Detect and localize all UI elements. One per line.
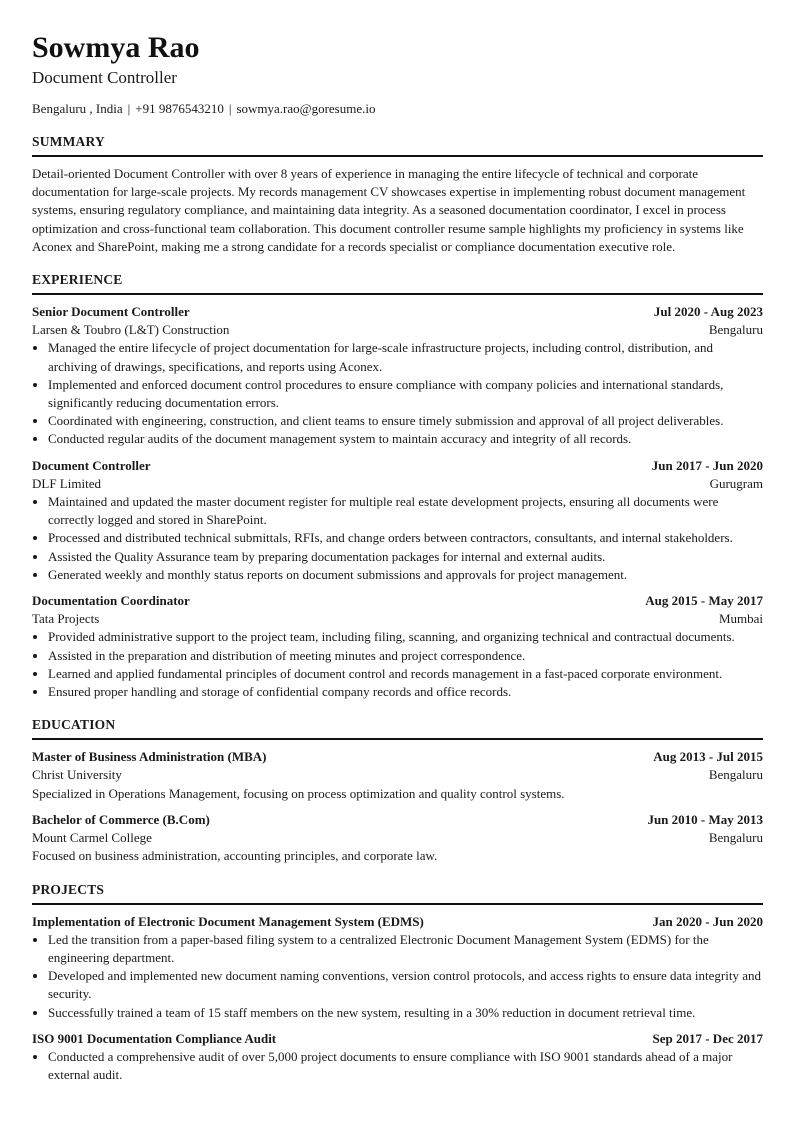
experience-entry xyxy=(32,592,763,701)
contact-email[interactable]: sowmya.rao@goresume.io xyxy=(236,101,376,116)
bullet-list xyxy=(32,1048,763,1084)
school-location: Bengaluru xyxy=(708,767,763,783)
school-name: Christ University xyxy=(32,767,122,783)
degree-title: Bachelor of Commerce (B.Com) xyxy=(32,811,210,827)
contact-location: Bengaluru , India xyxy=(32,101,123,116)
resume-header xyxy=(32,30,763,118)
job-dates: Aug 2015 - May 2017 xyxy=(645,593,763,609)
school-location: Bengaluru xyxy=(708,830,763,846)
section-title: EXPERIENCE xyxy=(32,271,763,295)
company-name: DLF Limited xyxy=(32,475,101,491)
job-title: Document Controller xyxy=(32,457,151,473)
job-location: Bengaluru xyxy=(708,322,763,338)
bullet-item: • Led the transition from a paper-based filing system to a centralized Electronic Document Management System (EDMS) for the engineering department. xyxy=(48,931,763,967)
experience-entry xyxy=(32,303,763,449)
bullet-item: • Conducted a comprehensive audit of over 5,000 project documents to ensure compliance with ISO 9001 standards ahead of a major external audit. xyxy=(48,1048,763,1084)
bullet-item: • Maintained and updated the master document register for multiple real estate development projects, ensuring all documents were correctly logged and stored in SharePoint. xyxy=(48,493,763,529)
bullet-item: • Successfully trained a team of 15 staff members on the new system, resulting in a 30% reduction in document retrieval time. xyxy=(48,1004,763,1022)
section-title: EDUCATION xyxy=(32,716,763,740)
contact-separator: | xyxy=(127,101,131,116)
summary-section xyxy=(32,133,763,256)
bullet-list xyxy=(32,628,763,701)
education-entry xyxy=(32,811,763,866)
education-dates: Aug 2013 - Jul 2015 xyxy=(653,749,763,765)
contact-line xyxy=(32,100,763,118)
company-name: Larsen & Toubro (L&T) Construction xyxy=(32,322,230,338)
section-title: PROJECTS xyxy=(32,881,763,905)
candidate-role: Document Controller xyxy=(32,68,177,87)
bullet-item: • Managed the entire lifecycle of project documentation for large-scale infrastructure projects, including control, distribution, and archiving of drawings, specifications, and reports using Aconex. xyxy=(48,339,763,375)
school-name: Mount Carmel College xyxy=(32,830,152,846)
bullet-item: • Implemented and enforced document control procedures to ensure compliance with company policies and international standards, significantly reducing documentation errors. xyxy=(48,376,763,412)
job-dates: Jul 2020 - Aug 2023 xyxy=(653,304,763,320)
company-name: Tata Projects xyxy=(32,611,100,627)
job-dates: Jun 2017 - Jun 2020 xyxy=(651,457,763,473)
job-title: Senior Document Controller xyxy=(32,304,190,320)
bullet-list xyxy=(32,493,763,584)
bullet-item: • Assisted in the preparation and distribution of meeting minutes and project correspondence. xyxy=(48,647,763,665)
bullet-item: • Provided administrative support to the project team, including filing, scanning, and organizing technical and contractual documents. xyxy=(48,628,763,646)
project-title: Implementation of Electronic Document Management System (EDMS) xyxy=(32,913,424,929)
bullet-list xyxy=(32,931,763,1022)
section-title: SUMMARY xyxy=(32,133,763,157)
education-dates: Jun 2010 - May 2013 xyxy=(647,811,763,827)
bullet-item: • Ensured proper handling and storage of confidential company records and office records. xyxy=(48,683,763,701)
bullet-item: • Processed and distributed technical submittals, RFIs, and change orders between contractors, consultants, and internal stakeholders. xyxy=(48,529,763,547)
summary-text: Detail-oriented Document Controller with over 8 years of experience in managing the entire lifecycle of technical and corporate documentation for large-scale projects. My records management CV showcases expertise in implementing robust document management systems, ensuring regulatory compliance, and maintaining data integrity. As a seasoned documentation coordinator, I excel in process optimization and cross-functional team collaboration. This document controller resume sample highlights my proficiency in systems like Aconex and SharePoint, making me a strong candidate for a records specialist or compliance documentation executive role. xyxy=(32,166,746,254)
contact-separator: | xyxy=(228,101,232,116)
experience-entry xyxy=(32,457,763,584)
degree-title: Master of Business Administration (MBA) xyxy=(32,749,267,765)
job-location: Mumbai xyxy=(718,611,763,627)
contact-phone[interactable]: +91 9876543210 xyxy=(135,101,224,116)
bullet-item: • Coordinated with engineering, construction, and client teams to ensure timely submission and approval of all project deliverables. xyxy=(48,412,763,430)
education-description: Focused on business administration, accounting principles, and corporate law. xyxy=(32,848,438,864)
project-dates: Jan 2020 - Jun 2020 xyxy=(652,913,763,929)
education-description: Specialized in Operations Management, focusing on process optimization and quality control systems. xyxy=(32,785,565,801)
bullet-list xyxy=(32,339,763,448)
project-entry xyxy=(32,1030,763,1085)
job-location: Gurugram xyxy=(709,475,763,491)
projects-section xyxy=(32,881,763,1085)
education-section xyxy=(32,716,763,865)
bullet-item: • Learned and applied fundamental principles of document control and records management in a fast-paced corporate environment. xyxy=(48,665,763,683)
bullet-item: • Developed and implemented new document naming conventions, version control protocols, and access rights to ensure data integrity and security. xyxy=(48,967,763,1003)
project-entry xyxy=(32,913,763,1022)
bullet-item: • Assisted the Quality Assurance team by preparing documentation packages for internal and external audits. xyxy=(48,548,763,566)
project-dates: Sep 2017 - Dec 2017 xyxy=(652,1030,763,1046)
candidate-name: Sowmya Rao xyxy=(32,31,200,64)
experience-section xyxy=(32,271,763,701)
job-title: Documentation Coordinator xyxy=(32,593,190,609)
education-entry xyxy=(32,748,763,803)
bullet-item: • Generated weekly and monthly status reports on document submissions and approvals for project management. xyxy=(48,566,763,584)
bullet-item: • Conducted regular audits of the document management system to maintain accuracy and integrity of all records. xyxy=(48,430,763,448)
project-title: ISO 9001 Documentation Compliance Audit xyxy=(32,1030,277,1046)
